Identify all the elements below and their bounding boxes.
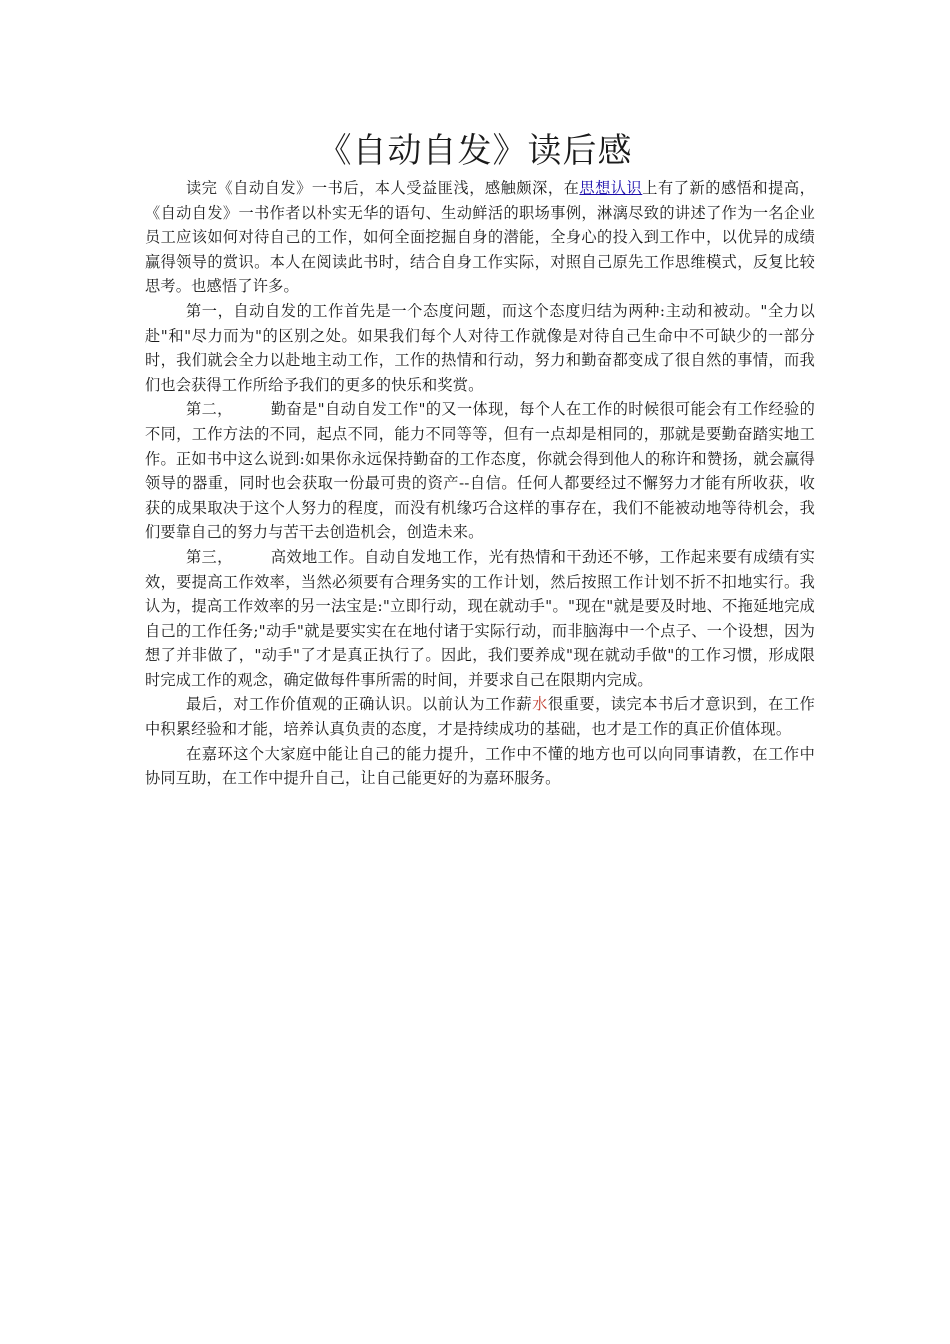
paragraph-intro: [145, 176, 815, 299]
document-body: [145, 176, 815, 791]
conclusion-text-after: 很重要，读完本书后才意识到，在工作中积累经验和才能，培养认真负责的态度，才是持续成功的基础，也才是工作的真正价值体现。: [145, 695, 815, 739]
highlighted-character: 水: [532, 695, 548, 714]
paragraph-closing: 在嘉环这个大家庭中能让自己的能力提升，工作中不懂的地方也可以向同事请教，在工作中协同互助，在工作中提升自己，让自己能更好的为嘉环服务。: [145, 744, 815, 788]
conclusion-text-before: 最后，对工作价值观的正确认识。以前认为工作薪: [186, 695, 533, 714]
paragraph-third-point: [145, 545, 815, 693]
third-point-lead: 第三，: [186, 547, 233, 566]
paragraph-intro-text-before: 读完《自动自发》一书后，本人受益匪浅，感触颇深，在: [186, 179, 580, 197]
third-point-text: 高效地工作。自动自发地工作，光有热情和干劲还不够，工作起来要有成绩有实效，要提高工作效率，当然必须要有合理务实的工作计划，然后按照工作计划不折不扣地实行。我认为，提高工作效率的另一法宝是:"立即行动，现在就动手"。"现在"就是要及时地、不拖延地完成自己的工作任务;"动手"就是要实实在在地付诸于实际行动，而非脑海中一个点子、一个设想，因为想了并非做了，"动手"了才是真正执行了。因此，我们要养成"现在就动手做"的工作习惯，形成限时完成工作的观念，确定做每件事所需的时间，并要求自己在限期内完成。: [145, 547, 816, 689]
second-point-lead: 第二，: [186, 400, 233, 419]
paragraph-conclusion: [145, 692, 815, 741]
second-point-text: 勤奋是"自动自发工作"的又一体现，每个人在工作的时候很可能会有工作经验的不同，工作方法的不同，起点不同，能力不同等等，但有一点却是相同的，那就是要勤奋踏实地工作。正如书中这么说到:如果你永远保持勤奋的工作态度，你就会得到他人的称许和赞扬，就会赢得领导的器重，同时也会获取一份最可贵的资产--自信。任何人都要经过不懈努力才能有所收获，收获的成果取决于这个人努力的程度，而没有机缘巧合这样的事存在，我们不能被动地等待机会，我们要靠自己的努力与苦干去创造机会，创造未来。: [145, 400, 816, 542]
thought-cognition-link[interactable]: 思想认识: [579, 179, 643, 197]
paragraph-first-point: 第一，自动自发的工作首先是一个态度问题，而这个态度归结为两种:主动和被动。"全力以赴"和"尽力而为"的区别之处。如果我们每个人对待工作就像是对待自己生命中不可缺少的一部分时，我们就会全力以赴地主动工作，工作的热情和行动，努力和勤奋都变成了很自然的事情，而我们也会获得工作所给予我们的更多的快乐和奖赏。: [145, 301, 815, 394]
paragraph-intro-text-after: 上有了新的感悟和提高，《自动自发》一书作者以朴实无华的语句、生动鲜活的职场事例，淋漓尽致的讲述了作为一名企业员工应该如何对待自己的工作，如何全面挖掘自身的潜能，全身心的投入到工作中，以优异的成绩赢得领导的赏识。本人在阅读此书时，结合自身工作实际，对照自己原先工作思维模式，反复比较思考。也感悟了许多。: [145, 179, 816, 296]
paragraph-second-point: [145, 397, 815, 545]
document-title: 《自动自发》读后感: [317, 131, 633, 171]
